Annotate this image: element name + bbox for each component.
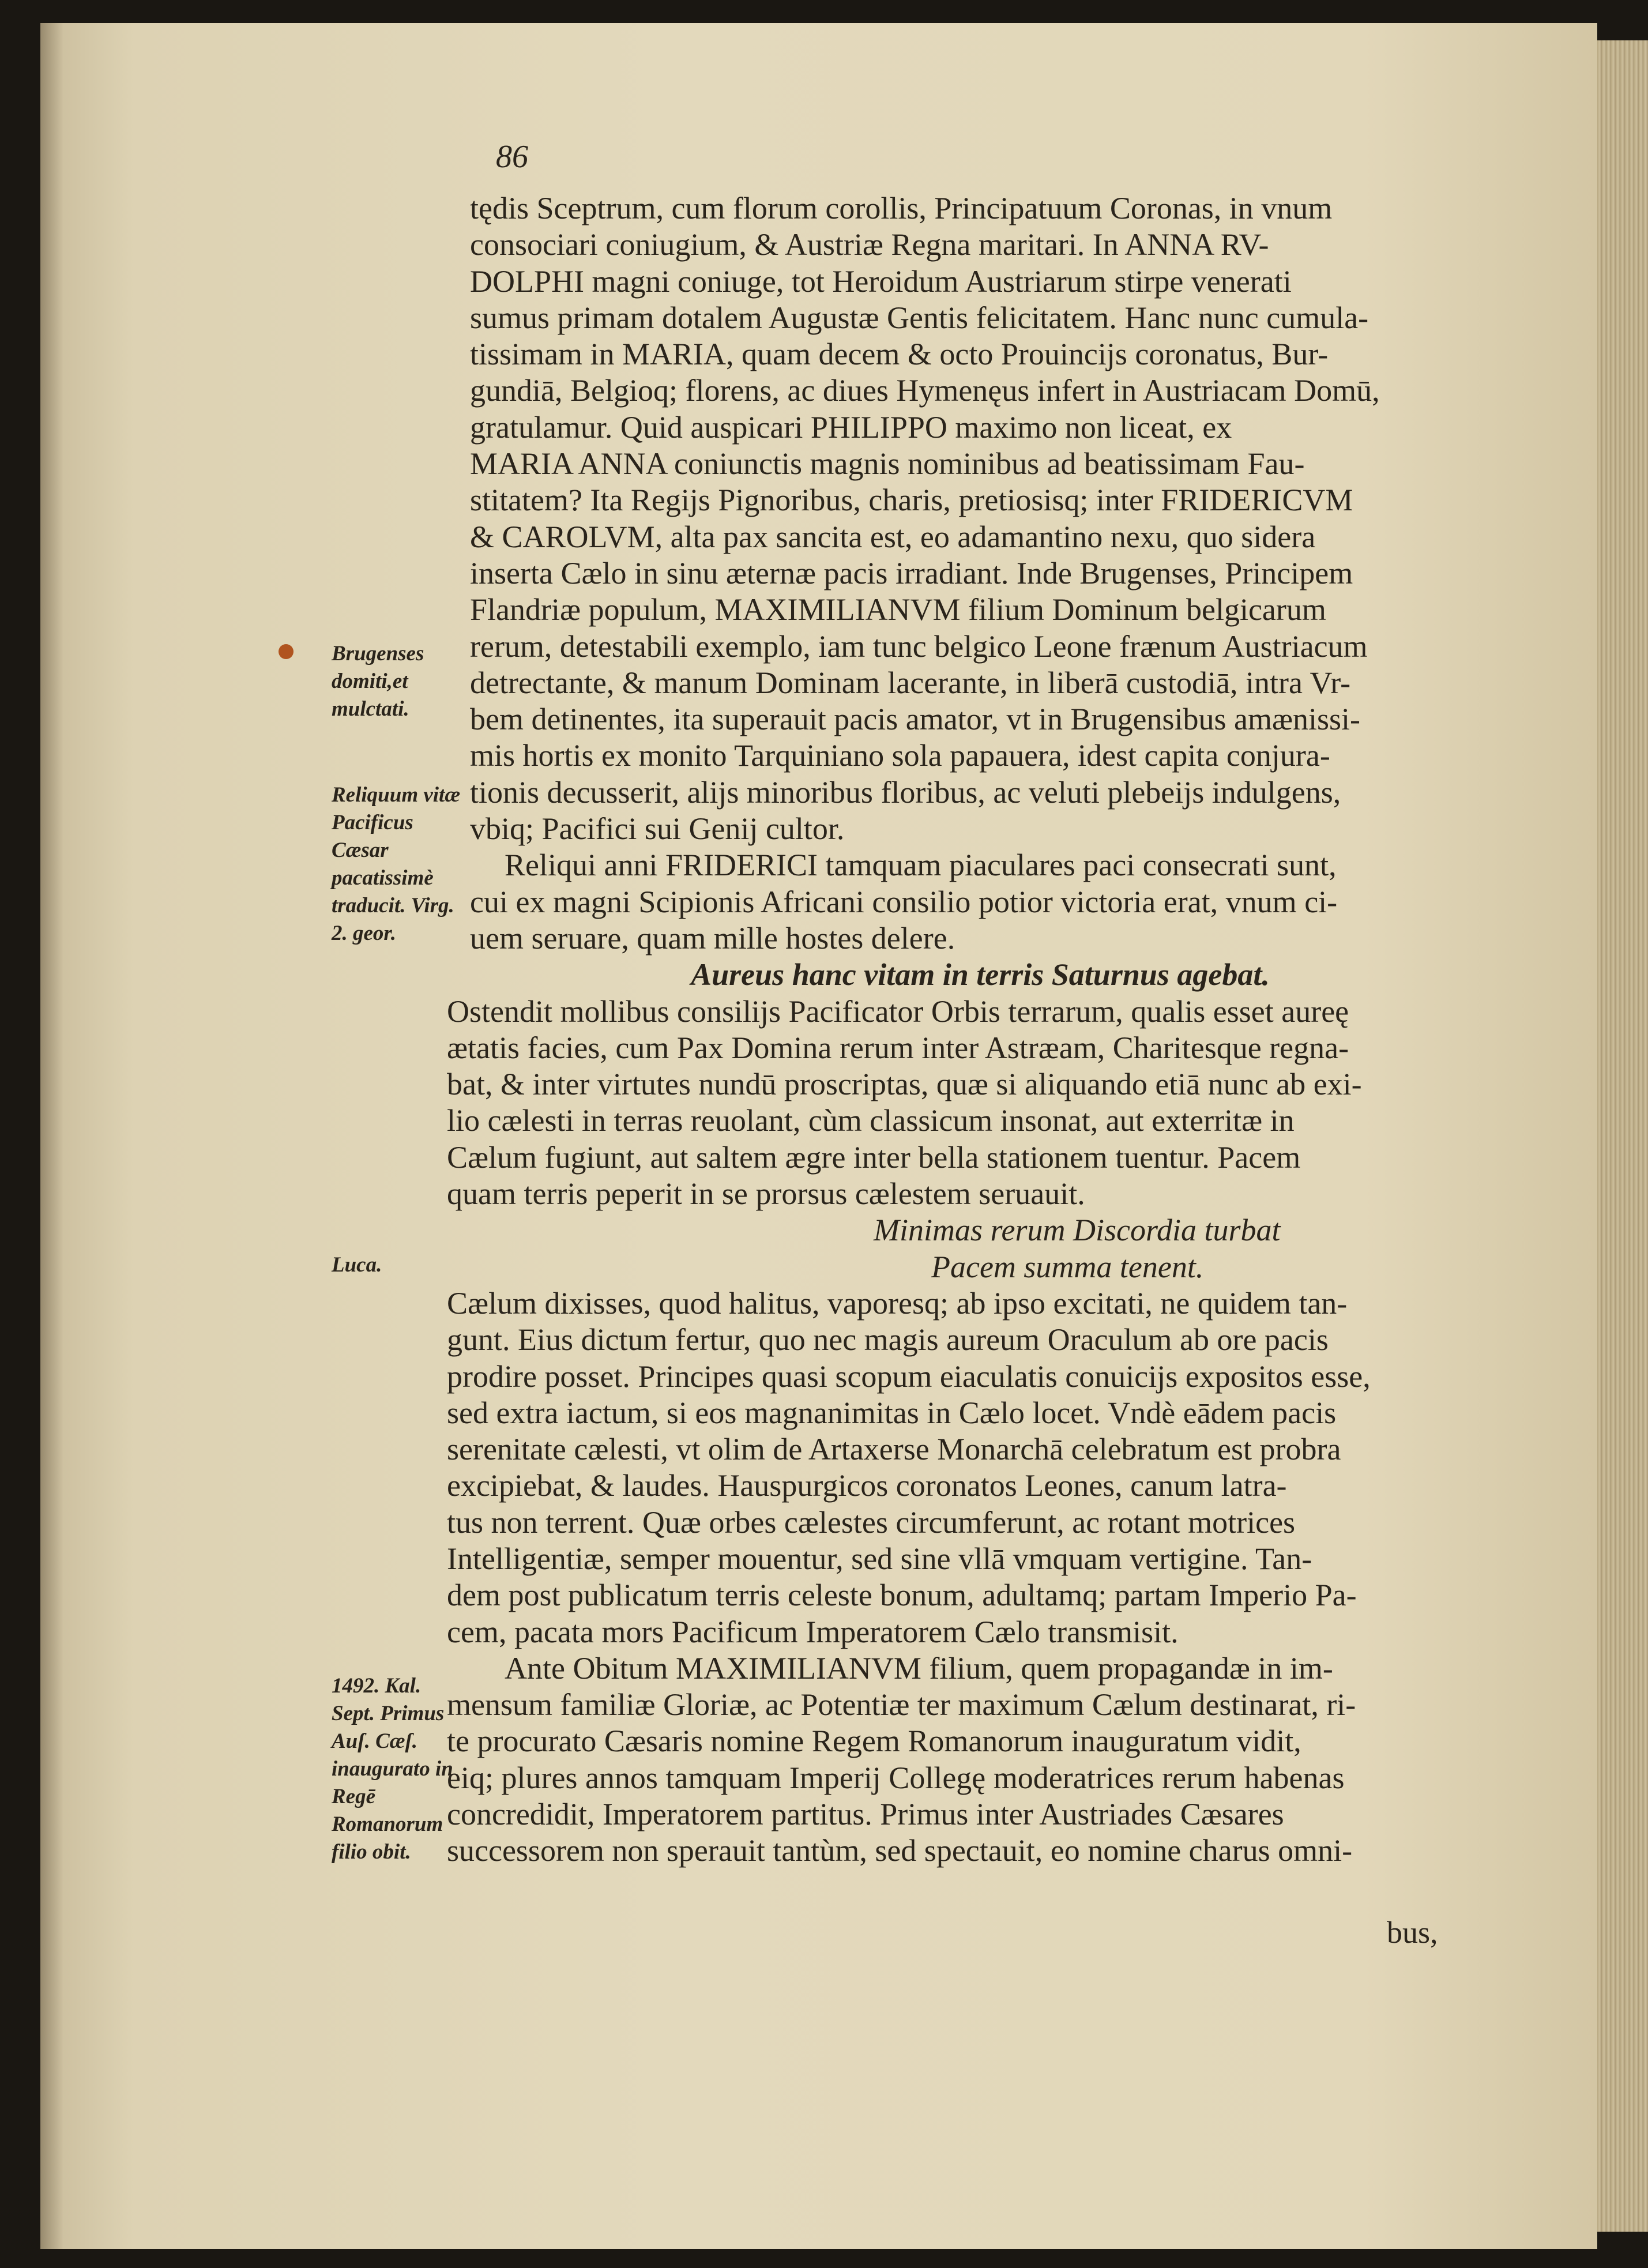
text-line: cem, pacata mors Pacificum Imperatorem Cælo transmisit. xyxy=(447,1614,1179,1649)
text-line: vbiq; Pacifici sui Genij cultor. xyxy=(470,811,845,847)
margin-note-brugenses: Brugenses domiti,et mulctati. xyxy=(332,642,424,721)
text-line: Ante Obitum MAXIMILIANVM filium, quem propagandæ in im- xyxy=(505,1650,1333,1686)
text-line: MARIA ANNA coniunctis magnis nominibus ad beatissimam Fau- xyxy=(470,446,1305,482)
page-fore-edge xyxy=(1597,40,1648,2232)
text-line: sed extra iactum, si eos magnanimitas in Cælo locet. Vndè eādem pacis xyxy=(447,1395,1337,1430)
text-line: mis hortis ex monito Tarquiniano sola papauera, idest capita conjura- xyxy=(470,738,1330,773)
text-line: gunt. Eius dictum fertur, quo nec magis aureum Oraculum ab ore pacis xyxy=(447,1322,1329,1357)
text-line: tissimam in MARIA, quam decem & octo Prouincijs coronatus, Bur- xyxy=(470,337,1329,372)
text-line: uem seruare, quam mille hostes delere. xyxy=(470,920,955,956)
catchword: bus, xyxy=(1387,1915,1438,1950)
text-line: sumus primam dotalem Augustæ Gentis felicitatem. Hanc nunc cumula- xyxy=(470,300,1369,335)
text-line: gundiā, Belgioq; florens, ac diues Hymenęus infert in Austriacam Domū, xyxy=(470,373,1380,408)
main-text-block xyxy=(447,190,1491,1870)
margin-note-luca: Luca. xyxy=(332,1253,382,1277)
verse-line: Pacem summa tenent. xyxy=(931,1249,1204,1284)
spine-shadow xyxy=(40,23,63,2249)
text-line: bem detinentes, ita superauit pacis amator, vt in Brugensibus amænissi- xyxy=(470,702,1361,737)
text-line: tędis Sceptrum, cum florum corollis, Principatuum Coronas, in vnum xyxy=(470,191,1333,225)
text-line: te procurato Cæsaris nomine Regem Romanorum inauguratum vidit, xyxy=(447,1724,1301,1759)
text-line: mensum familiæ Gloriæ, ac Potentiæ ter maximum Cælum destinarat, ri- xyxy=(447,1687,1356,1722)
text-line: lio cælesti in terras reuolant, cùm classicum insonat, aut exterritæ in xyxy=(447,1103,1295,1138)
text-line: & CAROLVM, alta pax sancita est, eo adamantino nexu, quo sidera xyxy=(470,519,1316,554)
text-line: Cælum dixisses, quod halitus, vaporesq; ab ipso excitati, ne quidem tan- xyxy=(447,1285,1348,1321)
text-line: successorem non sperauit tantùm, sed spectauit, eo nomine charus omni- xyxy=(447,1833,1353,1868)
page-number: 86 xyxy=(496,139,528,175)
text-line: tionis decusserit, alijs minoribus floribus, ac veluti plebeijs indulgens, xyxy=(470,774,1341,810)
text-line: Cælum fugiunt, aut saltem ægre inter bella stationem tuentur. Pacem xyxy=(447,1139,1301,1175)
text-line: excipiebat, & laudes. Hauspurgicos coronatos Leones, canum latra- xyxy=(447,1468,1287,1503)
verse-line: Aureus hanc vitam in terris Saturnus agebat. xyxy=(691,957,1270,992)
text-line: Intelligentiæ, semper mouentur, sed sine vllā vmquam vertigine. Tan- xyxy=(447,1541,1312,1576)
text-line: detrectante, & manum Dominam lacerante, in liberā custodiā, intra Vr- xyxy=(470,665,1351,700)
text-line: DOLPHI magni coniuge, tot Heroidum Austriarum stirpe venerati xyxy=(470,264,1292,299)
text-line: bat, & inter virtutes nundū proscriptas, quæ si aliquando etiā nunc ab exi- xyxy=(447,1067,1362,1102)
text-line: Ostendit mollibus consilijs Pacificator Orbis terrarum, qualis esset aureę xyxy=(447,994,1349,1029)
text-line: serenitate cælesti, vt olim de Artaxerse Monarchā celebratum est probra xyxy=(447,1432,1341,1467)
text-line: ætatis facies, cum Pax Domina rerum inter Astræam, Charitesque regna- xyxy=(447,1030,1349,1065)
text-line: quam terris peperit in se prorsus cælestem seruauit. xyxy=(447,1176,1085,1212)
text-line: prodire posset. Principes quasi scopum eiaculatis conuicijs expositos esse, xyxy=(447,1359,1371,1394)
text-line: cui ex magni Scipionis Africani consilio potior victoria erat, vnum ci- xyxy=(470,884,1338,919)
margin-note-reliquum: Reliquum vitæ Pacificus Cæsar pacatissimè traducit. Virg. 2. geor. xyxy=(332,783,461,945)
text-line: inserta Cælo in sinu æternæ pacis irradiant. Inde Brugenses, Principem xyxy=(470,555,1353,590)
text-line: concredidit, Imperatorem partitus. Primus inter Austriades Cæsares xyxy=(447,1797,1284,1832)
text-line: rerum, detestabili exemplo, iam tunc belgico Leone frænum Austriacum xyxy=(470,629,1368,664)
text-line: eiq; plures annos tamquam Imperij Collegę moderatrices rerum habenas xyxy=(447,1760,1345,1795)
text-line: Flandriæ populum, MAXIMILIANVM filium Dominum belgicarum xyxy=(470,592,1326,627)
text-line: dem post publicatum terris celeste bonum, adultamq; partam Imperio Pa- xyxy=(447,1578,1357,1613)
text-line: tus non terrent. Quæ orbes cælestes circumferunt, ac rotant motrices xyxy=(447,1505,1296,1540)
text-line: Reliqui anni FRIDERICI tamquam piaculares paci consecrati sunt, xyxy=(505,848,1337,883)
text-line: stitatem? Ita Regijs Pignoribus, charis, pretiosisq; inter FRIDERICVM xyxy=(470,483,1353,518)
text-line: gratulamur. Quid auspicari PHILIPPO maximo non liceat, ex xyxy=(470,409,1232,445)
margin-note-1492: 1492. Kal. Sept. Primus Auſ. Cæſ. inaugurato in Regē Romanorum filio obit. xyxy=(332,1674,453,1864)
marginal-dot-mark xyxy=(279,644,294,659)
verse-line: Minimas rerum Discordia turbat xyxy=(874,1213,1281,1248)
text-line: consociari coniugium, & Austriæ Regna maritari. In ANNA RV- xyxy=(470,227,1269,262)
